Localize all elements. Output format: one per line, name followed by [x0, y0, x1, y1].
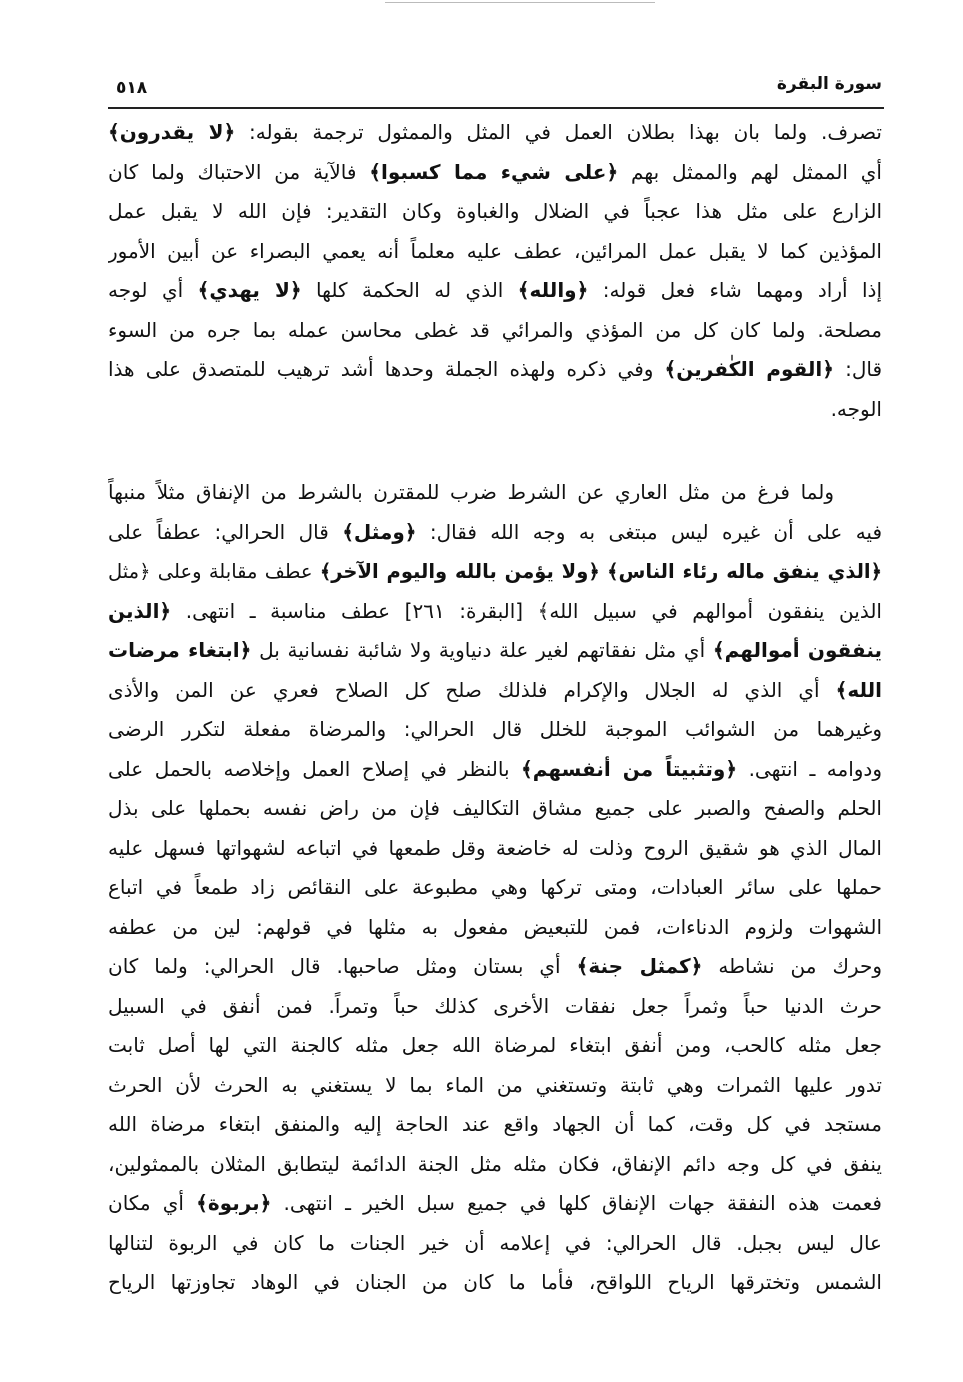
quran-quote: ﴿ولا يؤمن بالله واليوم الآخر﴾	[319, 560, 600, 583]
quran-quote: ﴿على شيء مما كسبوا﴾	[369, 159, 619, 184]
text-line	[108, 671, 882, 711]
surah-title: سورة البقرة	[776, 74, 882, 94]
quran-quote: ﴿بربوة﴾	[196, 1191, 272, 1215]
text-segment: مصلحة. ولما كان كل من المؤذي والمرائي قد غطى محاسن عمله بما جره من السوء	[108, 317, 882, 342]
text-segment: أي الممثل لهم والممثل بهم	[618, 159, 882, 184]
text-line	[108, 829, 882, 869]
text-line	[108, 552, 882, 592]
text-segment: وفي ذكره ولهذه الجملة وحدها أشد ترهيب للمتصدق على هذا	[108, 357, 665, 381]
text-segment: حملها على سائر العبادات، ومتى تركها وهي مطبوعة على النقائص زاد طمعاً في اتباع	[108, 875, 882, 899]
text-segment: حرث الدنيا حباً وثمراً جعل نفقات الأخرى كذلك حباً وتمراً. فمن أنفق في السبيل	[108, 993, 882, 1018]
text-line	[108, 513, 882, 553]
text-line	[108, 350, 882, 390]
text-segment: أي الذي له الجلال والإكرام فلذلك صلح كل الصلاح فعري عن المن والأذى	[108, 677, 836, 702]
text-segment: قال:	[833, 357, 882, 381]
text-line	[108, 789, 882, 829]
text-segment: أي مكان	[108, 1191, 197, 1215]
page-header	[110, 72, 882, 106]
quran-quote: ﴿لا يهدي﴾	[197, 278, 302, 302]
quran-quote: ﴿القوم الكٰفرين﴾	[664, 357, 834, 381]
text-line	[108, 987, 882, 1027]
text-segment: أي مثل نفقاتهم لغير علة دنياوية ولا شائبة نفسانية بل	[251, 638, 713, 662]
text-segment: عال ليس بجبل. قال الحرالي: في إعلامه أن خير الجنات ما كان في الربوة لتنالها	[108, 1230, 882, 1255]
text-segment: وحرك من نشاطه	[702, 954, 882, 978]
text-segment: فالآية من الاحتباك ولما كان	[108, 159, 370, 184]
text-segment: فعمت هذه النفقة جهات الإنفاق كلها في جميع سبل الخير ـ انتهى.	[271, 1191, 882, 1215]
text-line	[108, 908, 882, 948]
text-line	[108, 947, 882, 987]
text-line	[108, 153, 882, 193]
quran-quote: ﴿ومثل﴾	[342, 519, 417, 544]
text-segment: وغيرهما من الشوائب الموجبة للخلل قال الحرالي: والمرضاة مفعلة لتكرر الرضى	[108, 717, 882, 741]
text-segment: عطف مقابلة وعلى ﴿مثل	[108, 560, 320, 583]
text-segment: الزارع على مثل هذا عجباً في الضلال والغباوة وكان التقدير: فإن الله لا يقبل عمل	[108, 199, 882, 223]
scan-edge-line	[385, 2, 655, 3]
quran-quote: ﴿الذين	[108, 598, 172, 623]
page-number: ٥١٨	[116, 78, 148, 98]
text-segment: مستجد في كل وقت، كما أن الجهاد واقع عند الحاجة إليه والمنفق ابتغاء مرضاة الله	[108, 1112, 882, 1136]
text-line	[108, 1184, 882, 1224]
text-line	[108, 473, 882, 513]
text-segment: المال الذي هو شقيق الروح وذلت له خاضعة وقل طمعها في اتباعه لشهواتها فسهل عليه	[108, 835, 882, 860]
text-segment: ينفق في كل وجه دائم الإنفاق، فكان مثله مثل الجنة الدائمة ليتطابق المثلان بالممثولين،	[108, 1151, 882, 1176]
text-line	[108, 631, 882, 671]
text-segment: ولما فرغ من مثل العاري عن الشرط ضرب للمقترن بالشرط من الإنفاق مثلاً منبهاً	[108, 480, 834, 504]
paragraph-2	[108, 473, 882, 1303]
text-line	[108, 311, 882, 351]
text-segment: بالنظر في إصلاح العمل وإخلاصه بالحمل على	[108, 756, 521, 781]
text-segment: الشهوات ولزوم الدناءات، فمن للتبعيض مفعول به مثلها في قولهم: لين من عطفه	[108, 914, 882, 939]
text-segment: الحلم والصفح والصبر على جميع مشاق التكاليف فإن من راض نفسه بحملها على بذل	[108, 796, 882, 820]
text-line	[108, 1026, 882, 1066]
text-segment: الشمس وتخترقها الرياح اللواقح، فأما ما كان من الجنان في الوهاد تجاوزتها الرياح	[108, 1270, 882, 1294]
text-segment: أي بستان ومثل صاحبها. قال الحرالي: ولما كان	[108, 954, 577, 978]
text-line	[108, 750, 882, 790]
text-segment: الذي له الحكمة كلها	[301, 278, 518, 302]
header-rule	[108, 107, 884, 109]
quran-quote: ﴿والله﴾	[517, 278, 589, 302]
text-segment: أي لوجه	[108, 278, 198, 302]
text-segment: قال الحرالي: عطفاً على	[108, 519, 343, 544]
text-line	[108, 390, 882, 430]
text-segment: إذا أراد ومهما شاء فعل قوله:	[588, 278, 882, 302]
text-segment: تصرف. ولما بان بهذا بطلان العمل في المثل والممثول ترجمة بقوله:	[235, 120, 882, 144]
text-line	[108, 1066, 882, 1106]
text-line	[108, 232, 882, 272]
text-line	[108, 1105, 882, 1145]
quran-quote: الله﴾	[835, 677, 882, 702]
quran-quote: ينفقون أموالهم﴾	[712, 638, 882, 662]
text-line	[108, 271, 882, 311]
text-line	[108, 192, 882, 232]
quran-quote: ﴿الذي ينفق ماله رئاء الناس﴾	[607, 560, 882, 583]
text-line	[108, 868, 882, 908]
text-segment	[600, 560, 607, 583]
text-segment: فيه على أن غيره ليس مبتغى به وجه الله فقال:	[416, 519, 882, 544]
text-line	[108, 113, 882, 153]
text-line	[108, 1145, 882, 1185]
text-segment: المؤذين كما لا يقبل عمل المرائين، عطف عليه معلماً أنه يعمي البصراء عن أبين الأمور	[108, 238, 882, 263]
quran-quote: ﴿ابتغاء مرضات	[108, 638, 252, 662]
text-line	[108, 592, 882, 632]
text-segment: جعل مثله كالحب، ومن أنفق ابتغاء لمرضاة الله جعل مثله كالجنة التي لها أصل ثابت	[108, 1033, 882, 1057]
text-line	[108, 710, 882, 750]
quran-quote: ﴿لا يقدرون﴾	[108, 120, 236, 144]
paragraph-1	[108, 113, 882, 429]
text-line	[108, 1263, 882, 1303]
text-segment: الذين ينفقون أموالهم في سبيل الله﴾ [البقرة: ٢٦١] عطف مناسبة ـ انتهى.	[171, 598, 882, 623]
quran-quote: ﴿كمثل جنة﴾	[576, 954, 703, 978]
text-segment: الوجه.	[830, 396, 882, 421]
text-segment: تدور عليها الثمرات وهي ثابتة وتستغني من الماء بما لا يستغني به الحرث لأن الحرث	[108, 1072, 882, 1097]
text-line	[108, 1224, 882, 1264]
quran-quote: ﴿وتثبيتاً من أنفسهم﴾	[521, 756, 738, 781]
text-segment: ودوامه ـ انتهى.	[737, 756, 882, 781]
